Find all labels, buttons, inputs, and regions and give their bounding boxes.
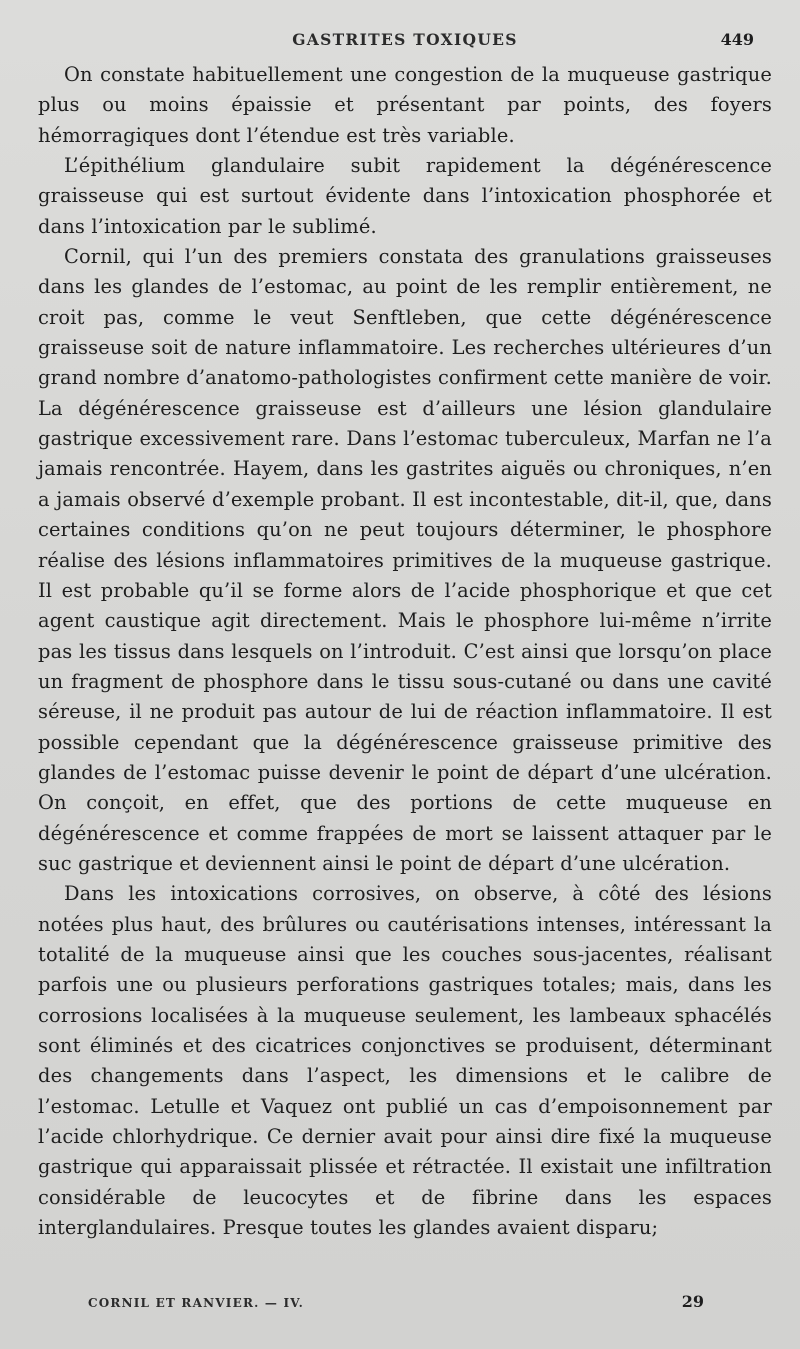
page-number: 449: [720, 30, 754, 49]
paragraph: Cornil, qui l’un des premiers constata des granulations graisseuses dans les glandes de l’estomac, au point de les remplir entièrement, ne croit pas, comme le veut Senftleben, que cette dégénérescence graisseuse soit de nature inflammatoire. Les recherches ultérieures d’un grand nombre d’anatomo-pathologistes confirment cette manière de voir. La dégénérescence graisseuse est d’ailleurs une lésion glandulaire gastrique excessivement rare. Dans l’estomac tuberculeux, Marfan ne l’a jamais rencontrée. Hayem, dans les gastrites aiguës ou chroniques, n’en a jamais observé d’exemple probant. Il est incontestable, dit-il, que, dans certaines conditions qu’on ne peut toujours déterminer, le phosphore réalise des lésions inflammatoires primitives de la muqueuse gastrique. Il est probable qu’il se forme alors de l’acide phosphorique et que cet agent caustique agit directement. Mais le phosphore lui-même n’irrite pas les tissus dans lesquels on l’introduit. C’est ainsi que lorsqu’on place un fragment de phosphore dans le tissu sous-cutané ou dans une cavité séreuse, il ne produit pas autour de lui de réaction inflammatoire. Il est possible cependant que la dégénérescence graisseuse primitive des glandes de l’estomac puisse devenir le point de départ d’une ulcération. On conçoit, en effet, que des portions de cette muqueuse en dégénérescence et comme frappées de mort se laissent attaquer par le suc gastrique et deviennent ainsi le point de départ d’une ulcération.: [38, 245, 772, 875]
body-text: [38, 60, 772, 1243]
paragraph: Dans les intoxications corrosives, on observe, à côté des lésions notées plus haut, des brûlures ou cautérisations intenses, intéressant la totalité de la muqueuse ainsi que les couches sous-jacentes, réalisant parfois une ou plusieurs perforations gastriques totales; mais, dans les corrosions localisées à la muqueuse seulement, les lambeaux sphacélés sont éliminés et des cicatrices conjonctives se produisent, déterminant des changements dans l’aspect, les dimensions et le calibre de l’estomac. Letulle et Vaquez ont publié un cas d’empoisonnement par l’acide chlorhydrique. Ce dernier avait pour ainsi dire fixé la muqueuse gastrique qui apparaissait plissée et rétractée. Il existait une infiltration considérable de leucocytes et de fibrine dans les espaces interglandulaires. Presque toutes les glandes avaient disparu;: [38, 882, 772, 1240]
page-header: [38, 30, 772, 60]
sheet-number: 29: [681, 1292, 704, 1311]
running-head: GASTRITES TOXIQUES: [292, 30, 518, 49]
paragraph: L’épithélium glandulaire subit rapidement la dégénérescence graisseuse qui est surtout évidente dans l’intoxication phosphorée et dans l’intoxication par le sublimé.: [38, 154, 772, 238]
printer-signature: CORNIL ET RANVIER. — IV.: [88, 1296, 305, 1310]
page-footer: [88, 1292, 704, 1316]
paragraph: On constate habituellement une congestion de la muqueuse gastrique plus ou moins épaissie et présentant par points, des foyers hémorragiques dont l’étendue est très variable.: [38, 63, 772, 147]
